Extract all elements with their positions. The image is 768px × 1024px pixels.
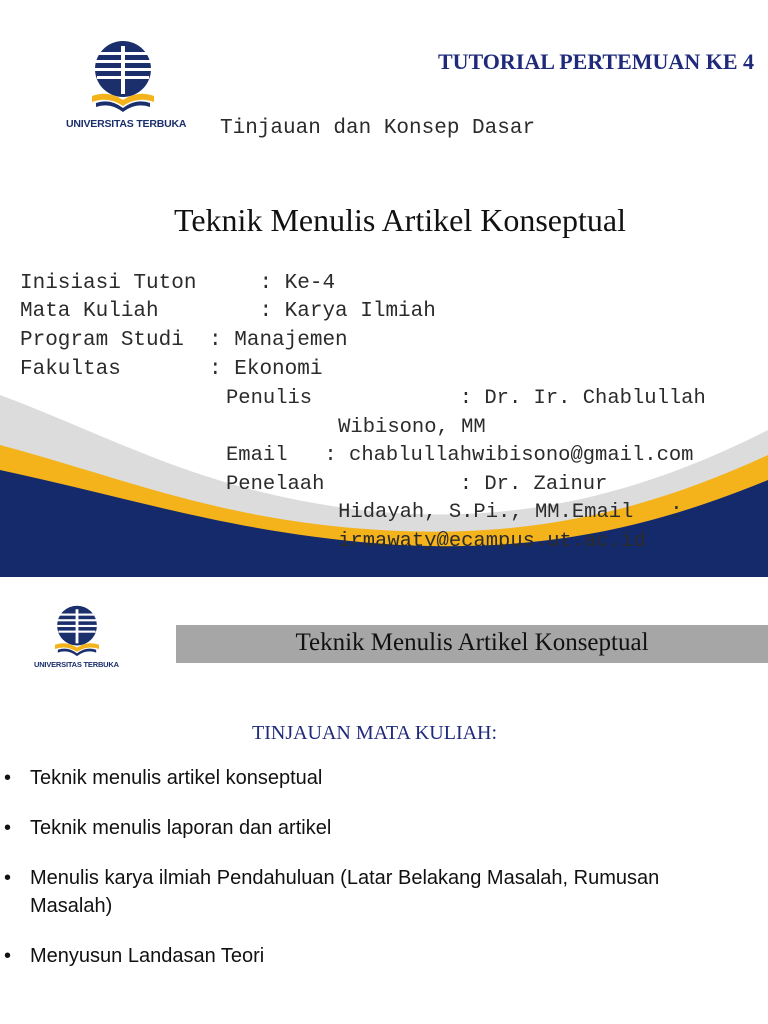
credit-line: Penulis : Dr. Ir. Chablullah [226, 387, 706, 410]
info-program-studi: Program Studi : Manajemen [20, 329, 348, 352]
list-item [0, 814, 740, 842]
list-item [0, 864, 740, 920]
info-mata-kuliah: Mata Kuliah : Karya Ilmiah [20, 300, 436, 323]
content-slide [0, 577, 768, 1024]
info-fakultas: Fakultas : Ekonomi [20, 358, 323, 381]
bullet-icon: • [4, 767, 12, 789]
logo-text: UNIVERSITAS TERBUKA [66, 118, 187, 130]
list-item [0, 942, 740, 970]
bullet-icon: • [4, 817, 12, 839]
credits-block [226, 385, 706, 556]
list-item-text: Menulis karya ilmiah Pendahuluan (Latar Belakang Masalah, Rumusan Masalah) [30, 867, 660, 917]
credit-line: Email : chablullahwibisono@gmail.com [226, 444, 694, 467]
universitas-terbuka-logo-icon [32, 605, 122, 659]
bullet-icon: • [4, 867, 12, 889]
list-item-text: Teknik menulis artikel konseptual [30, 767, 323, 789]
info-inisiasi: Inisiasi Tuton : Ke-4 [20, 272, 336, 295]
list-item [0, 764, 740, 792]
title-banner [176, 625, 768, 663]
header-title: TUTORIAL PERTEMUAN KE 4 [437, 49, 754, 74]
subtitle: Tinjauan dan Konsep Dasar [220, 117, 536, 140]
section-heading: TINJAUAN MATA KULIAH: [252, 722, 498, 744]
credit-line: Hidayah, S.Pi., MM.Email : [252, 501, 683, 524]
bullet-list [0, 764, 740, 992]
credit-line: Wibisono, MM [252, 415, 486, 439]
credit-line: irmawaty@ecampus.ut.ac.id [252, 529, 646, 553]
list-item-text: Teknik menulis laporan dan artikel [30, 817, 332, 839]
list-item-text: Menyusun Landasan Teori [30, 945, 265, 967]
bullet-icon: • [4, 945, 12, 967]
credit-line: Penelaah : Dr. Zainur [226, 472, 608, 496]
logo-text: UNIVERSITAS TERBUKA [34, 660, 119, 669]
banner-title: Teknik Menulis Artikel Konseptual [295, 629, 649, 656]
university-logo-small [32, 605, 122, 671]
main-title: Teknik Menulis Artikel Konseptual [174, 202, 626, 238]
